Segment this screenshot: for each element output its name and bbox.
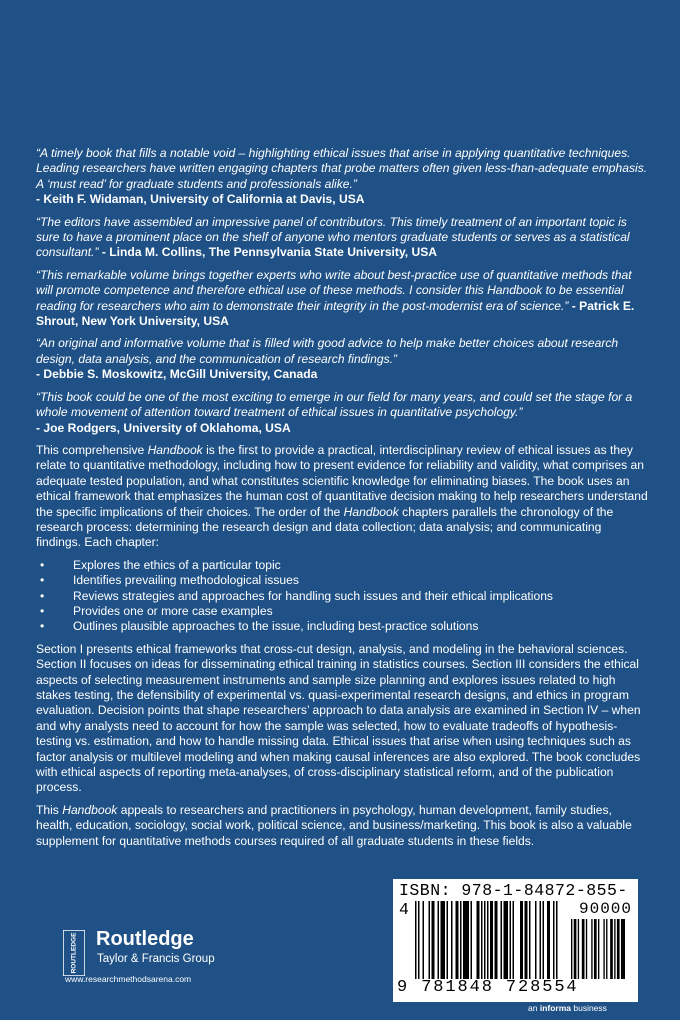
barcode-bar xyxy=(487,901,489,979)
barcode-bar xyxy=(471,901,473,979)
barcode-bar xyxy=(574,919,577,979)
review-quote xyxy=(36,215,648,261)
isbn-barcode xyxy=(393,879,638,1002)
list-item: • Identifies prevailing methodological issues xyxy=(40,573,299,588)
quote-attribution: - Patrick E. Shrout, New York University, USA xyxy=(36,298,635,329)
barcode-bar xyxy=(510,901,512,979)
quote-text: “A timely book that fills a notable void – highlighting ethical issues that arise in applying quantitative techniques. Leading researchers have written engaging chapters that probe matters often given less-than-adequate emphasis. A ‘must read’ for graduate students and professionals alike.” xyxy=(36,146,648,191)
barcode-bar xyxy=(591,919,592,979)
barcode-bar xyxy=(477,901,480,979)
list-item: • Outlines plausible approaches to the issue, including best-practice solutions xyxy=(40,619,479,634)
list-item: • Explores the ethics of a particular topic xyxy=(40,557,281,572)
barcode-bar xyxy=(543,901,545,979)
description-paragraph: This comprehensive Handbook is the first to provide a practical, interdisciplinary review of ethical issues as they relate to quantitative methodology, including how to present evidence for reliability and validity, what comprises an adequate tested population, and what constitutes scientific knowledge for eliminating biases. The book uses an ethical framework that emphasizes the human cost of quantitative decision making to help researchers understand the specific implications of their choices. The order of the Handbook chapters parallels the chronology of the research process: determining the research design and data collection; data analysis; and communicating findings. Each chapter: xyxy=(36,442,648,550)
quote-text: “This remarkable volume brings together experts who write about best-practice use of quantitative methods that will promote competence and therefore ethical use of these methods. I consider this Handbook to be essential reading for researchers who aim to demonstrate their integrity in the post-modernist era of science.” xyxy=(36,267,632,313)
barcode-bar xyxy=(460,901,462,979)
quote-text: “This book could be one of the most exciting to emerge in our field for many years, and could set the stage for a whole movement of attention toward treatment of ethical issues in quantitative psychology.” xyxy=(36,389,633,420)
logo-vertical-text: ROUTLEDGE xyxy=(70,932,78,974)
addon-barcode-bars xyxy=(571,919,629,979)
barcode-bar xyxy=(441,901,446,979)
bullet-icon: • xyxy=(40,588,45,603)
review-quote xyxy=(36,146,648,208)
barcode-bar xyxy=(594,919,597,979)
publisher-group: Taylor & Francis Group xyxy=(97,953,215,965)
barcode-bar xyxy=(553,901,555,979)
barcode-bar xyxy=(621,919,625,979)
informa-brand: informa xyxy=(539,1003,571,1013)
barcode-bar xyxy=(484,901,486,979)
list-item: • Provides one or more case examples xyxy=(40,603,273,618)
bullet-icon: • xyxy=(40,603,45,618)
isbn-text: ISBN: 978-1-84872-855-4 xyxy=(399,881,628,919)
barcode-bar xyxy=(578,919,579,979)
list-item: • Reviews strategies and approaches for handling such issues and their ethical implications xyxy=(40,588,553,603)
barcode-bar xyxy=(525,901,528,979)
barcode-bar xyxy=(571,919,572,979)
barcode-bar xyxy=(598,919,599,979)
barcode-bar xyxy=(540,901,542,979)
routledge-logo-icon xyxy=(63,930,85,976)
price-code: 90000 xyxy=(579,900,633,918)
barcode-bar xyxy=(556,901,558,979)
barcode-bar xyxy=(547,901,550,979)
barcode-bar xyxy=(513,901,515,979)
handbook-italic: Handbook xyxy=(343,504,399,519)
barcode-bar xyxy=(423,901,425,979)
sections-paragraph: Section I presents ethical frameworks that cross-cut design, analysis, and modeling in the behavioral sciences. Section II focuses on ideas for disseminating ethical training in statistics courses. Section III considers the ethical aspects of selecting measurement instruments and sample size planning and explores issues related to high stakes testing, the defensibility of experimental vs. quasi-experimental research designs, and ethics in program evaluation. Decision points that shape researchers’ approach to data analysis are examined in Section IV – when and why analysts need to account for how the sample was selected, how to evaluate tradeoffs of hypothesis-testing vs. estimation, and how to handle missing data. Ethical issues that arise when using techniques such as factor analysis or multilevel modeling and when making causal inferences are also explored. The book concludes with ethical aspects of reporting meta-analyses, of cross-disciplinary statistical reform, and of the publication process. xyxy=(36,641,641,795)
bullet-icon: • xyxy=(40,557,45,572)
bullet-icon: • xyxy=(40,573,45,588)
barcode-bar xyxy=(429,901,431,979)
handbook-italic: Handbook xyxy=(62,802,118,817)
barcode-bar xyxy=(617,919,620,979)
barcode-bar xyxy=(614,919,615,979)
review-quote xyxy=(36,390,648,436)
publisher-name: Routledge xyxy=(96,928,194,950)
barcode-bar xyxy=(418,901,420,979)
barcode-bar xyxy=(582,919,585,979)
barcode-bar xyxy=(610,919,613,979)
barcode-bar xyxy=(535,901,537,979)
ean-number: 9 781848 728554 xyxy=(397,978,579,997)
informa-business: an informa business xyxy=(528,1003,607,1013)
barcode-bar xyxy=(456,901,459,979)
ean-barcode-bars xyxy=(415,901,561,979)
bullet-icon: • xyxy=(40,619,45,634)
barcode-bar xyxy=(490,901,493,979)
quote-text: “An original and informative volume that is filled with good advice to help make better choices about research design, data analysis, and the communication of research findings.” xyxy=(36,336,619,366)
barcode-bar xyxy=(432,901,435,979)
barcode-bar xyxy=(603,919,604,979)
quote-attribution: - Keith F. Widaman, University of California at Davis, USA xyxy=(36,192,365,207)
barcode-bar xyxy=(606,919,607,979)
audience-paragraph: This Handbook appeals to researchers and practitioners in psychology, human development, family studies, health, education, sociology, social work, political science, and business/marketing. This book is also a valuable supplement for quantitative methods courses required of all graduate students in these fields. xyxy=(36,802,632,848)
barcode-bar xyxy=(481,901,483,979)
barcode-bar xyxy=(529,901,531,979)
barcode-bar xyxy=(501,901,503,979)
barcode-bar xyxy=(504,901,509,979)
review-quote xyxy=(36,268,648,330)
barcode-bar xyxy=(586,919,587,979)
back-cover-text xyxy=(36,146,648,856)
barcode-bar xyxy=(415,901,417,979)
barcode-bar xyxy=(447,901,449,979)
quote-attribution: - Debbie S. Moskowitz, McGill University, Canada xyxy=(36,367,318,382)
quote-attribution: - Linda M. Collins, The Pennsylvania State University, USA xyxy=(101,245,438,260)
review-quote xyxy=(36,336,648,382)
publisher-url: www.researchmethodsarena.com xyxy=(65,974,192,984)
quote-text: “The editors have assembled an impressive panel of contributors. This timely treatment of an important topic is sure to have a prominent place on the shelf of anyone who mentors graduate students or serves as a statistical consultant.” xyxy=(36,214,630,260)
barcode-bar xyxy=(451,901,453,979)
barcode-bar xyxy=(438,901,440,979)
quote-attribution: - Joe Rodgers, University of Oklahoma, USA xyxy=(36,420,291,435)
barcode-bar xyxy=(495,901,498,979)
barcode-bar xyxy=(520,901,523,979)
handbook-italic: Handbook xyxy=(147,442,203,457)
chapter-features-list xyxy=(36,558,648,635)
barcode-bar xyxy=(463,901,469,979)
